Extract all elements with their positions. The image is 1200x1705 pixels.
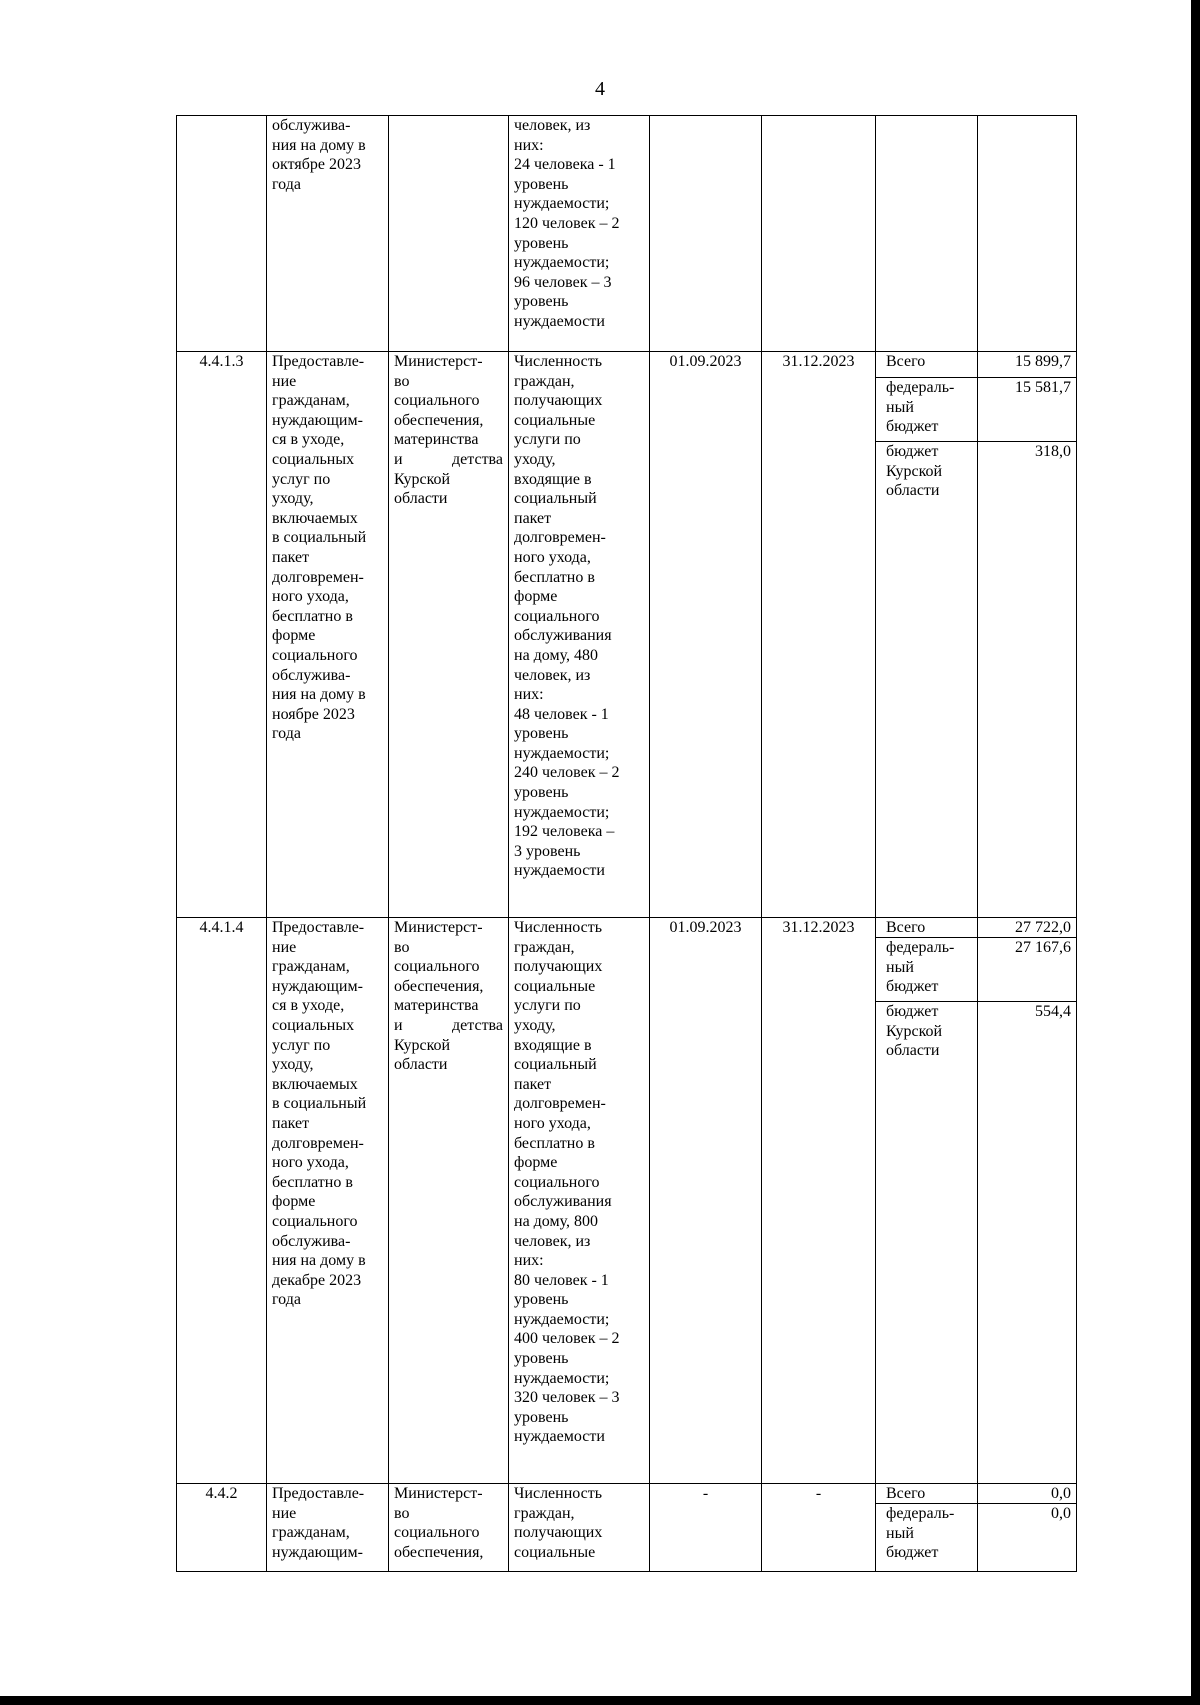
measure-executor xyxy=(389,352,509,918)
measure-indicator xyxy=(509,352,650,918)
measure-name xyxy=(267,352,389,918)
text-line: ный xyxy=(886,398,914,416)
text-line: пакет xyxy=(514,1075,552,1093)
text-line: бюджет xyxy=(886,443,939,460)
text-line: 400 человек – 2 xyxy=(514,1330,620,1348)
end-date xyxy=(762,116,876,352)
text-line: уровень xyxy=(514,293,569,311)
measures-table xyxy=(176,115,1077,1572)
text-line: Курской xyxy=(394,1036,451,1054)
text-line: 120 человек – 2 xyxy=(514,214,620,232)
funding-amount: 27 167,6 xyxy=(978,938,1076,1002)
text-line: области xyxy=(394,490,448,508)
funding-sources xyxy=(876,352,978,918)
text-line: ного ухода, xyxy=(514,1114,591,1132)
text-line: уходу, xyxy=(514,1016,556,1034)
text-line: социальный xyxy=(514,490,597,508)
text-line: гражданам, xyxy=(272,958,350,976)
funding-source xyxy=(876,1504,977,1564)
measure-code: 4.4.1.3 xyxy=(177,352,267,918)
text-line: Курской xyxy=(886,1022,943,1040)
text-line: области xyxy=(394,1056,448,1074)
text-line: во xyxy=(394,1504,410,1522)
table-row xyxy=(177,1484,1077,1572)
text-line: долговремен- xyxy=(272,1134,364,1152)
text-line: уровень xyxy=(514,175,569,193)
text-line: материнства xyxy=(394,997,479,1015)
text-line: ся в уходе, xyxy=(272,431,345,449)
text-line: материнства xyxy=(394,431,479,449)
text-line: обслужива- xyxy=(272,117,351,134)
measure-code xyxy=(177,116,267,352)
text-line: социального xyxy=(394,1524,480,1542)
text-line: бесплатно в xyxy=(272,607,353,625)
text-line: нуждаемости xyxy=(514,862,605,880)
text-line: человек, из xyxy=(514,117,591,134)
funding-amount: 554,4 xyxy=(1035,1003,1071,1020)
text-line: уровень xyxy=(514,1291,569,1309)
text-line: Всего xyxy=(886,353,926,370)
text-line: бесплатно в xyxy=(514,1134,595,1152)
text-line: бюджет xyxy=(886,1003,939,1020)
text-line: гражданам, xyxy=(272,392,350,410)
measure-executor xyxy=(389,116,509,352)
text-line: в социальный xyxy=(272,529,367,547)
text-line: бесплатно в xyxy=(514,568,595,586)
funding-amount: 318,0 xyxy=(1035,443,1071,460)
funding-amount: 0,0 xyxy=(1051,1505,1071,1522)
text-line: граждан, xyxy=(514,372,575,390)
funding-amount: 15 581,7 xyxy=(978,378,1076,442)
text-line: ние xyxy=(272,372,297,390)
text-line: декабре 2023 xyxy=(272,1271,362,1289)
text-line: Всего xyxy=(886,919,926,936)
text-line: 3 уровень xyxy=(514,842,581,860)
text-line: человек, из xyxy=(514,666,591,684)
text-line: долговремен- xyxy=(272,568,364,586)
text-line: получающих xyxy=(514,392,603,410)
funding-amounts xyxy=(978,352,1077,918)
text-line: пакет xyxy=(272,1114,310,1132)
funding-sources xyxy=(876,918,978,1484)
end-date: 31.12.2023 xyxy=(762,352,876,918)
text-line: обеспечения, xyxy=(394,411,484,429)
text-line: социального xyxy=(394,392,480,410)
text-line: форме xyxy=(272,1193,316,1211)
text-line: уровень xyxy=(514,234,569,252)
start-date xyxy=(650,116,762,352)
funding-amount: 0,0 xyxy=(978,1484,1076,1504)
text-line: на дому, 480 xyxy=(514,646,599,664)
text-line: ного ухода, xyxy=(272,588,349,606)
text-line: нуждаемости xyxy=(514,1428,605,1446)
text-line: бюджет xyxy=(886,978,939,996)
text-line: ный xyxy=(886,1524,914,1542)
text-line: во xyxy=(394,938,410,956)
table-row xyxy=(177,918,1077,1484)
measure-code: 4.4.2 xyxy=(177,1484,267,1572)
text-line: долговремен- xyxy=(514,529,606,547)
text-line: форме xyxy=(514,1154,558,1172)
text-line: уровень xyxy=(514,1408,569,1426)
text-line: социального xyxy=(514,1173,600,1191)
funding-source xyxy=(876,1484,977,1504)
funding-source xyxy=(876,938,977,1002)
text-line: социальные xyxy=(514,1543,596,1561)
text-line: уходу, xyxy=(272,1056,314,1074)
text-line: федераль- xyxy=(886,1505,955,1522)
funding-source xyxy=(876,352,977,378)
text-line: ного ухода, xyxy=(514,548,591,566)
text-line: Численность xyxy=(514,919,603,936)
text-line: обеспечения, xyxy=(394,1543,484,1561)
text-line: нуждаемости xyxy=(514,312,605,330)
text-line: уровень xyxy=(514,1350,569,1368)
text-line: социальных xyxy=(272,1016,355,1034)
funding-sources xyxy=(876,116,978,352)
text-line: в социальный xyxy=(272,1095,367,1113)
text-line: ние xyxy=(272,1504,297,1522)
text-line: Предоставле- xyxy=(272,353,365,370)
text-line: октябре 2023 xyxy=(272,156,361,174)
funding-amounts xyxy=(978,918,1077,1484)
text-line: форме xyxy=(514,588,558,606)
text-line: года xyxy=(272,1291,301,1309)
text-line: услуг по xyxy=(272,470,331,488)
start-date: - xyxy=(650,1484,762,1572)
text-line: ного ухода, xyxy=(272,1154,349,1172)
text-line: социальных xyxy=(272,450,355,468)
text-line: пакет xyxy=(272,548,310,566)
text-line: пакет xyxy=(514,509,552,527)
text-line: услуги по xyxy=(514,431,581,449)
text-line: нуждаемости; xyxy=(514,1310,610,1328)
measure-executor xyxy=(389,918,509,1484)
funding-source xyxy=(876,442,977,512)
text-line: социального xyxy=(394,958,480,976)
text-line: социального xyxy=(272,1212,358,1230)
text-line: нуждаемости; xyxy=(514,195,610,213)
text-line: социальные xyxy=(514,977,596,995)
measure-name xyxy=(267,918,389,1484)
text-line: нуждаемости; xyxy=(514,744,610,762)
text-line: них: xyxy=(514,1252,544,1270)
measure-indicator xyxy=(509,116,650,352)
text-line: обслужива- xyxy=(272,1232,351,1250)
measure-executor xyxy=(389,1484,509,1572)
measure-name xyxy=(267,1484,389,1572)
text-line: 320 человек – 3 xyxy=(514,1389,620,1407)
text-line: уходу, xyxy=(514,450,556,468)
text-line: социальные xyxy=(514,411,596,429)
table-row xyxy=(177,116,1077,352)
text-line: 24 человека - 1 xyxy=(514,156,616,174)
text-line: уровень xyxy=(514,725,569,743)
table-row xyxy=(177,352,1077,918)
text-line: включаемых xyxy=(272,509,358,527)
text-line: бюджет xyxy=(886,418,939,436)
text-line: социального xyxy=(272,646,358,664)
text-line: года xyxy=(272,725,301,743)
text-line: федераль- xyxy=(886,939,955,956)
funding-amounts xyxy=(978,116,1077,352)
text-line: нуждающим- xyxy=(272,1543,363,1561)
text-line: ный xyxy=(886,958,914,976)
end-date: 31.12.2023 xyxy=(762,918,876,1484)
text-line: Численность xyxy=(514,353,603,370)
text-line: них: xyxy=(514,136,544,154)
text-line: входящие в xyxy=(514,470,592,488)
text-line: Министерст- xyxy=(394,353,483,370)
start-date: 01.09.2023 xyxy=(650,918,762,1484)
text-line: 96 человек – 3 xyxy=(514,273,612,291)
text-line: услуг по xyxy=(272,1036,331,1054)
text-line: уходу, xyxy=(272,490,314,508)
text-line: нуждающим- xyxy=(272,411,363,429)
text-line: года xyxy=(272,175,301,193)
text-line: получающих xyxy=(514,958,603,976)
text-line: человек, из xyxy=(514,1232,591,1250)
text-line: ние xyxy=(272,938,297,956)
page-edge-bottom xyxy=(0,1696,1200,1705)
funding-amount: 15 899,7 xyxy=(978,352,1076,378)
text-line: включаемых xyxy=(272,1075,358,1093)
text-line: ния на дому в xyxy=(272,1252,366,1270)
text-line: Курской xyxy=(394,470,451,488)
text-line: на дому, 800 xyxy=(514,1212,599,1230)
text-line: области xyxy=(886,482,940,500)
text-line: услуги по xyxy=(514,997,581,1015)
text-line: обслуживания xyxy=(514,1193,612,1211)
text-line: и детства xyxy=(394,450,503,468)
measure-code: 4.4.1.4 xyxy=(177,918,267,1484)
text-line: бюджет xyxy=(886,1544,939,1562)
text-line: ся в уходе, xyxy=(272,997,345,1015)
text-line: них: xyxy=(514,686,544,704)
text-line: ния на дому в xyxy=(272,686,366,704)
text-line: нуждающим- xyxy=(272,977,363,995)
page-number: 4 xyxy=(595,78,605,100)
text-line: 48 человек - 1 xyxy=(514,705,609,723)
text-line: нуждаемости; xyxy=(514,803,610,821)
text-line: во xyxy=(394,372,410,390)
text-line: гражданам, xyxy=(272,1524,350,1542)
text-line: социального xyxy=(514,607,600,625)
text-line: Министерст- xyxy=(394,919,483,936)
funding-source xyxy=(876,1002,977,1072)
text-line: ноябре 2023 xyxy=(272,705,355,723)
text-line: федераль- xyxy=(886,379,955,396)
text-line: и детства xyxy=(394,1016,503,1034)
funding-amount: 27 722,0 xyxy=(978,918,1076,938)
text-line: форме xyxy=(272,627,316,645)
text-line: долговремен- xyxy=(514,1095,606,1113)
funding-sources xyxy=(876,1484,978,1572)
text-line: Предоставле- xyxy=(272,1485,365,1502)
measure-indicator xyxy=(509,1484,650,1572)
text-line: нуждаемости; xyxy=(514,1369,610,1387)
text-line: Всего xyxy=(886,1485,926,1502)
start-date: 01.09.2023 xyxy=(650,352,762,918)
funding-source xyxy=(876,918,977,938)
text-line: бесплатно в xyxy=(272,1173,353,1191)
page-edge-right xyxy=(1191,0,1200,1705)
text-line: обеспечения, xyxy=(394,977,484,995)
funding-amounts xyxy=(978,1484,1077,1572)
text-line: обслужива- xyxy=(272,666,351,684)
text-line: нуждаемости; xyxy=(514,254,610,272)
text-line: 192 человека – xyxy=(514,823,615,841)
text-line: 80 человек - 1 xyxy=(514,1271,609,1289)
text-line: 240 человек – 2 xyxy=(514,764,620,782)
end-date: - xyxy=(762,1484,876,1572)
text-line: граждан, xyxy=(514,1504,575,1522)
text-line: получающих xyxy=(514,1524,603,1542)
text-line: социальный xyxy=(514,1056,597,1074)
text-line: ния на дому в xyxy=(272,136,366,154)
text-line: Курской xyxy=(886,462,943,480)
text-line: Численность xyxy=(514,1485,603,1502)
funding-source xyxy=(876,378,977,442)
text-line: области xyxy=(886,1042,940,1060)
text-line: Министерст- xyxy=(394,1485,483,1502)
text-line: входящие в xyxy=(514,1036,592,1054)
text-line: уровень xyxy=(514,784,569,802)
text-line: Предоставле- xyxy=(272,919,365,936)
measure-indicator xyxy=(509,918,650,1484)
text-line: обслуживания xyxy=(514,627,612,645)
measure-name xyxy=(267,116,389,352)
text-line: граждан, xyxy=(514,938,575,956)
